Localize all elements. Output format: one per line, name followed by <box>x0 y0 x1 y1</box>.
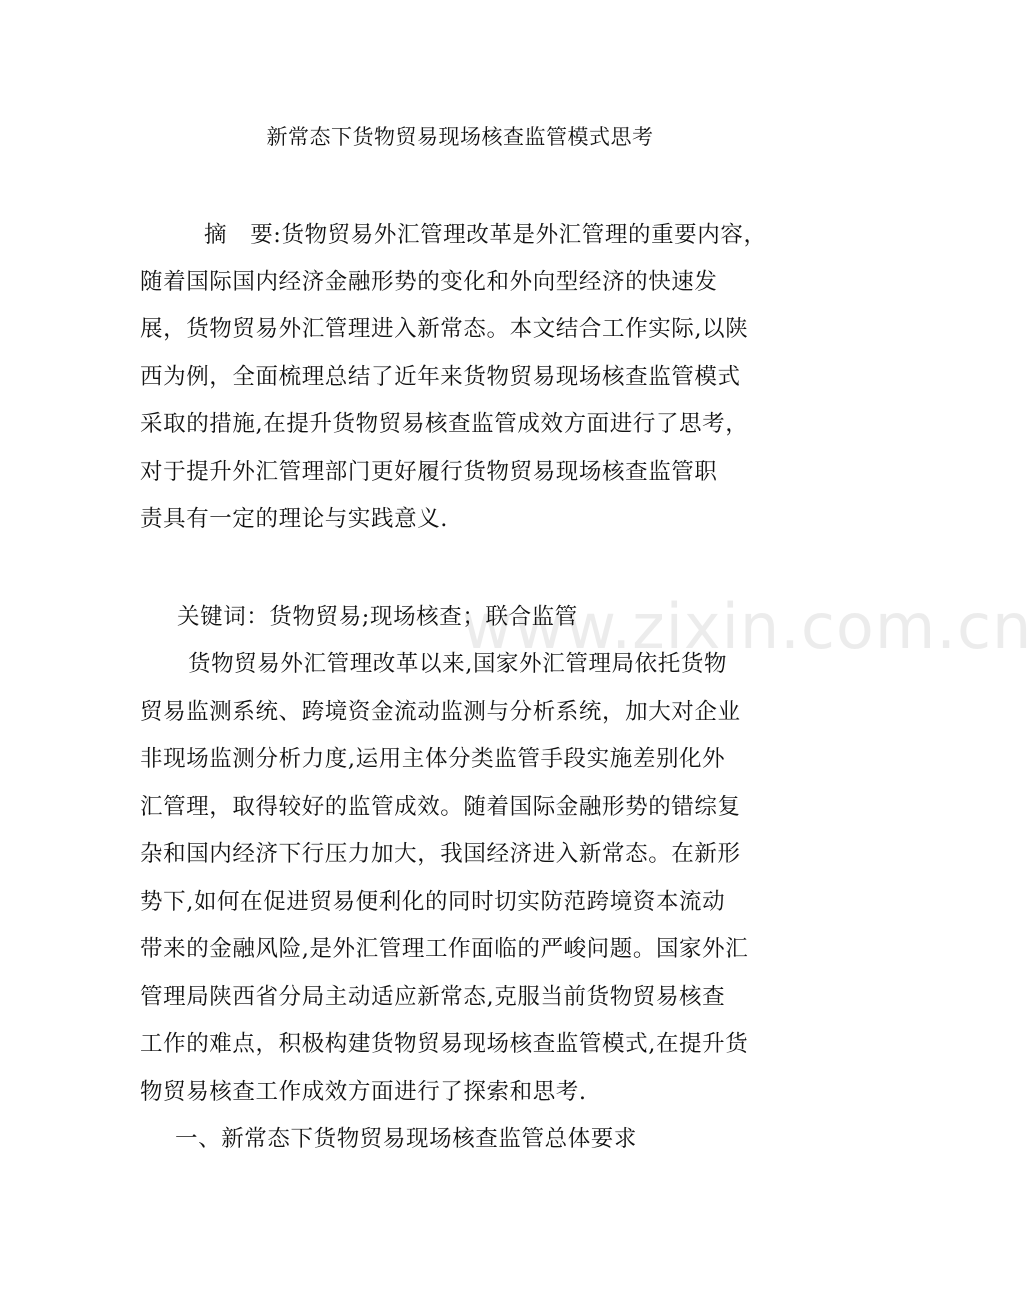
body-line: 贸易监测系统、跨境资金流动监测与分析系统，加大对企业 <box>140 699 741 725</box>
abstract-line: 采取的措施,在提升货物贸易核查监管成效方面进行了思考， <box>140 411 749 437</box>
abstract-line: 摘 要:货物贸易外汇管理改革是外汇管理的重要内容， <box>204 222 767 248</box>
body-line: 汇管理，取得较好的监管成效。随着国际金融形势的错综复 <box>140 794 741 820</box>
watermark: www.zixin.com.cn <box>462 590 1032 663</box>
body-line: 非现场监测分析力度,运用主体分类监管手段实施差别化外 <box>140 746 726 772</box>
body-line: 物贸易核查工作成效方面进行了探索和思考. <box>140 1079 587 1105</box>
abstract-line: 展，货物贸易外汇管理进入新常态。本文结合工作实际,以陕 <box>140 316 749 342</box>
body-line: 管理局陕西省分局主动适应新常态,克服当前货物贸易核查 <box>140 984 726 1010</box>
document-title: 新常态下货物贸易现场核查监管模式思考 <box>266 125 654 149</box>
abstract-line: 责具有一定的理论与实践意义. <box>140 506 449 532</box>
abstract-line: 对于提升外汇管理部门更好履行货物贸易现场核查监管职 <box>140 459 718 485</box>
abstract-line: 西为例，全面梳理总结了近年来货物贸易现场核查监管模式 <box>140 364 741 390</box>
body-line: 带来的金融风险,是外汇管理工作面临的严峻问题。国家外汇 <box>140 936 749 962</box>
abstract-line: 随着国际国内经济金融形势的变化和外向型经济的快速发 <box>140 269 718 295</box>
body-line: 杂和国内经济下行压力加大，我国经济进入新常态。在新形 <box>140 841 741 867</box>
body-line: 货物贸易外汇管理改革以来,国家外汇管理局依托货物 <box>188 651 728 677</box>
section-heading: 一、新常态下货物贸易现场核查监管总体要求 <box>175 1126 638 1152</box>
body-line: 势下,如何在促进贸易便利化的同时切实防范跨境资本流动 <box>140 889 726 915</box>
body-line: 工作的难点，积极构建货物贸易现场核查监管模式,在提升货 <box>140 1031 749 1057</box>
keywords: 关键词：货物贸易;现场核查；联合监管 <box>177 604 578 630</box>
